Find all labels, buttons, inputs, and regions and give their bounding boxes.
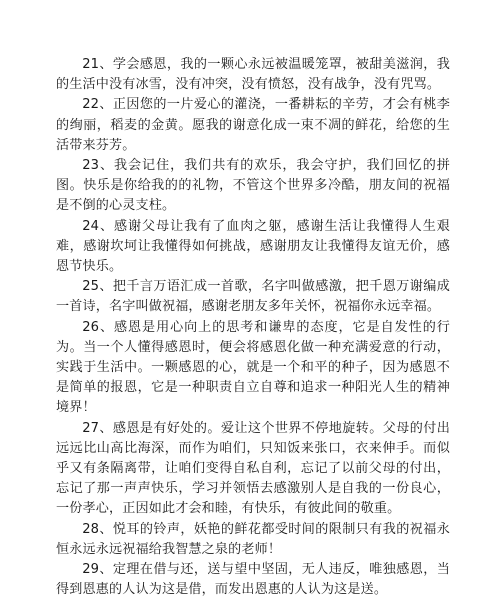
- paragraph-21: 21、学会感恩，我的一颗心永远被温暖笼罩，被甜美滋润，我的生活中没有冰雪，没有冲突，没有愤怒，没有战争，没有咒骂。: [56, 57, 450, 93]
- article-body: [56, 55, 450, 600]
- paragraph-26: 26、感恩是用心向上的思考和谦卑的态度，它是自发性的行为。当一个人懂得感恩时，便会将感恩化做一种充满爱意的行动，实践于生活中。一颗感恩的心，就是一个和平的种子，因为感恩不是简单的报恩，它是一种职责自立自尊和追求一种阳光人生的精神境界！: [56, 319, 450, 416]
- paragraph-24: 24、感谢父母让我有了血肉之躯，感谢生活让我懂得人生艰难，感谢坎坷让我懂得如何挑战，感谢朋友让我懂得友谊无价，感恩节快乐。: [56, 218, 450, 275]
- paragraph-23: 23、我会记住，我们共有的欢乐，我会守护，我们回忆的拼图。快乐是你给我的的礼物，不管这个世界多冷酷，朋友间的祝福是不倒的心灵支柱。: [56, 158, 450, 214]
- paragraph-27: 27、感恩是有好处的。爱让这个世界不停地旋转。父母的付出远远比山高比海深，而作为咱们，只知饭来张口，衣来伸手。而似乎又有条隔离带，让咱们变得自私自利，忘记了以前父母的付出，忘记了那一声声快乐，学习并领悟去感激别人是自我的一份良心，一份孝心，正因如此才会和睦，有快乐，有彼此间的敬重。: [56, 420, 450, 517]
- paragraph-29: 29、定理在借与还，送与望中坚固，无人违反，唯独感恩，当得到恩惠的人认为这是借，而发出恩惠的人认为这是送。: [56, 562, 450, 598]
- paragraph-25: 25、把千言万语汇成一首歌，名字叫做感激，把千恩万谢编成一首诗，名字叫做祝福，感谢老朋友多年关怀，祝福你永远幸福。: [56, 279, 450, 315]
- paragraph-28: 28、悦耳的铃声，妖艳的鲜花都受时间的限制只有我的祝福永恒永远永远祝福给我智慧之泉的老师！: [56, 521, 450, 557]
- paragraph-22: 22、正因您的一片爱心的灌浇，一番耕耘的辛劳，才会有桃李的绚丽，稻麦的金黄。愿我的谢意化成一束不凋的鲜花，给您的生活带来芬芳。: [56, 97, 450, 153]
